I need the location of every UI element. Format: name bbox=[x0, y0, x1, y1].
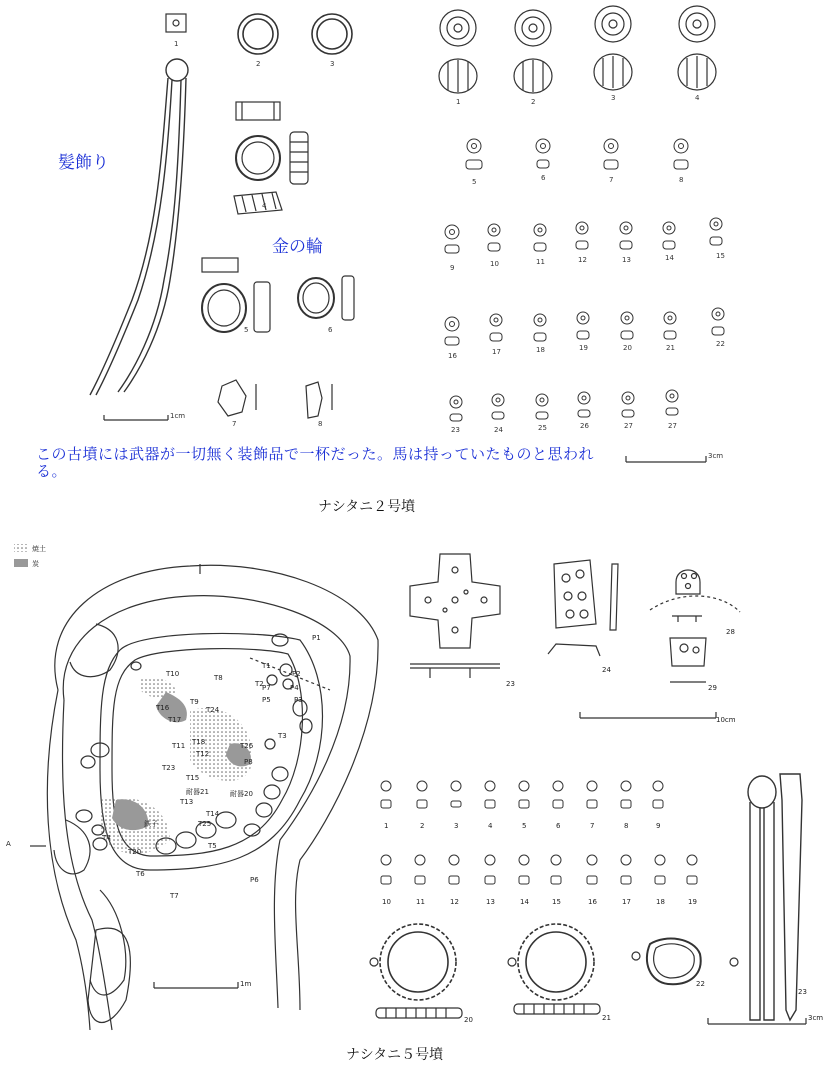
tomb2-bead-label: 1 bbox=[456, 98, 461, 106]
tomb2-bead-label: 14 bbox=[665, 254, 674, 262]
plan-label: P2 bbox=[292, 670, 301, 678]
bead-label: 17 bbox=[622, 898, 631, 906]
ring-label: 23 bbox=[798, 988, 807, 996]
bead-label: 18 bbox=[656, 898, 665, 906]
tomb5-scale-plan bbox=[154, 982, 238, 988]
tomb2-scale-left bbox=[104, 415, 168, 420]
bead-label: 1 bbox=[384, 822, 389, 830]
metal-label: 29 bbox=[708, 684, 717, 692]
plan-label: T8 bbox=[214, 674, 223, 682]
tomb2-scale-label: 3cm bbox=[708, 452, 724, 460]
tomb5-disc-fitting bbox=[650, 570, 740, 682]
tomb2-bead-label: 27 bbox=[668, 422, 677, 430]
plan-label: P5 bbox=[262, 696, 271, 704]
bead-label: 13 bbox=[486, 898, 495, 906]
tomb5-scale-label: 10cm bbox=[716, 716, 736, 724]
plan-label: P3 bbox=[294, 696, 303, 704]
ring-label: 21 bbox=[602, 1014, 611, 1022]
tomb2-item-8 bbox=[306, 382, 322, 418]
tomb5-plate-fitting bbox=[548, 560, 618, 656]
bead-label: 16 bbox=[588, 898, 597, 906]
tomb2-ring-6 bbox=[298, 276, 354, 320]
plan-label: T23 bbox=[162, 764, 176, 772]
tomb5-ring-22 bbox=[632, 939, 738, 985]
tomb2-bead-label: 2 bbox=[531, 98, 536, 106]
tomb2-bead-label: 15 bbox=[716, 252, 725, 260]
plan-label: T16 bbox=[156, 704, 170, 712]
bead-label: 3 bbox=[454, 822, 459, 830]
plan-label: T24 bbox=[206, 706, 220, 714]
tomb5-ring-21 bbox=[508, 924, 600, 1014]
tomb2-scale-right bbox=[626, 456, 706, 462]
tomb2-bead-label: 25 bbox=[538, 424, 547, 432]
tomb2-bead-label: 6 bbox=[541, 174, 546, 182]
plan-label: T10 bbox=[166, 670, 180, 678]
bead-label: 7 bbox=[590, 822, 595, 830]
tomb2-item-7 bbox=[218, 380, 246, 416]
plan-label: T26 bbox=[240, 742, 254, 750]
tomb5-scale-label: 3cm bbox=[808, 1014, 824, 1022]
bead-label: 5 bbox=[522, 822, 527, 830]
plan-label: T18 bbox=[192, 738, 206, 746]
plan-label: T14 bbox=[206, 810, 220, 818]
legend-label: 焼土 bbox=[32, 545, 46, 553]
metal-label: 23 bbox=[506, 680, 515, 688]
tomb5-hairpin bbox=[748, 774, 802, 1020]
tomb-note: この古墳には武器が一切無く装飾品で一杯だった。馬は持っていたものと思われる。 bbox=[36, 445, 595, 480]
tomb2-item-label: 3 bbox=[330, 60, 335, 68]
tomb2-rings bbox=[238, 14, 352, 54]
bead-label: 6 bbox=[556, 822, 561, 830]
tomb2-bead-label: 11 bbox=[536, 258, 545, 266]
plan-label: T12 bbox=[196, 750, 210, 758]
tomb5-plan bbox=[30, 564, 378, 1030]
plan-label: T7 bbox=[170, 892, 179, 900]
bead-label: 12 bbox=[450, 898, 459, 906]
tomb2-ring-5 bbox=[202, 258, 270, 332]
gold-ring-annotation: 金の輪 bbox=[272, 237, 323, 257]
tomb5-scale-metal bbox=[580, 712, 716, 718]
plan-label: T3 bbox=[278, 732, 287, 740]
tomb2-bead-label: 19 bbox=[579, 344, 588, 352]
plan-label: P6 bbox=[250, 876, 259, 884]
tomb2-gold-ring-4 bbox=[234, 102, 308, 214]
plan-label: T11 bbox=[172, 742, 186, 750]
plan-label: T17 bbox=[168, 716, 182, 724]
tomb2-bead-label: 7 bbox=[609, 176, 614, 184]
bead-label: 2 bbox=[420, 822, 425, 830]
tomb5-beads bbox=[381, 781, 697, 884]
tomb2-bead-label: 20 bbox=[623, 344, 632, 352]
tomb5-cross-fitting bbox=[410, 554, 500, 678]
tomb2-scale-label: 1cm bbox=[170, 412, 186, 420]
plan-label: T15 bbox=[186, 774, 200, 782]
tomb2-bead-label: 21 bbox=[666, 344, 675, 352]
plan-label: T9 bbox=[190, 698, 199, 706]
tomb2-bead-label: 24 bbox=[494, 426, 503, 434]
plan-label: P4 bbox=[290, 684, 299, 692]
legend-label: 炭 bbox=[32, 560, 39, 568]
tomb2-hairpin bbox=[90, 59, 188, 395]
tomb2-bead-label: 27 bbox=[624, 422, 633, 430]
tomb2-bead-label: 18 bbox=[536, 346, 545, 354]
bead-label: 8 bbox=[624, 822, 629, 830]
plan-label: T1 bbox=[262, 662, 271, 670]
plan-label: T25 bbox=[198, 820, 212, 828]
plan-label: 耐器20 bbox=[230, 790, 253, 798]
tomb2-bead-label: 10 bbox=[490, 260, 499, 268]
tomb2-bead-label: 3 bbox=[611, 94, 616, 102]
tomb2-bead-label: 5 bbox=[472, 178, 477, 186]
metal-label: 28 bbox=[726, 628, 735, 636]
bead-label: 14 bbox=[520, 898, 529, 906]
tomb2-item-label: 8 bbox=[318, 420, 323, 428]
bead-label: 19 bbox=[688, 898, 697, 906]
caption-tomb5: ナシタニ５号墳 bbox=[346, 1047, 444, 1063]
tomb2-large-beads bbox=[439, 6, 716, 93]
tomb5-drawings bbox=[0, 530, 830, 1042]
tomb2-bead-label: 4 bbox=[695, 94, 700, 102]
tomb2-item-label: 6 bbox=[328, 326, 333, 334]
tomb5-scale-label: 1m bbox=[240, 980, 252, 988]
plan-label: 鉄子 bbox=[144, 820, 158, 828]
tomb2-bead-label: 22 bbox=[716, 340, 725, 348]
tomb2-bead-label: 16 bbox=[448, 352, 457, 360]
plan-label: P8 bbox=[244, 758, 253, 766]
bead-label: 10 bbox=[382, 898, 391, 906]
plan-label: T13 bbox=[180, 798, 194, 806]
plan-label: P1 bbox=[312, 634, 321, 642]
tomb5-legend bbox=[14, 544, 28, 567]
bead-label: 9 bbox=[656, 822, 661, 830]
plan-label: T5 bbox=[208, 842, 217, 850]
tomb2-bead-label: 26 bbox=[580, 422, 589, 430]
tomb2-item-label: 7 bbox=[232, 420, 237, 428]
ring-label: 20 bbox=[464, 1016, 473, 1024]
tomb2-item-label: 4 bbox=[262, 202, 267, 210]
metal-label: 24 bbox=[602, 666, 611, 674]
tomb2-bead-label: 17 bbox=[492, 348, 501, 356]
plan-label: T4 bbox=[102, 834, 111, 842]
tomb2-item-label: 1 bbox=[174, 40, 179, 48]
tomb2-bead-label: 13 bbox=[622, 256, 631, 264]
tomb5-ring-20 bbox=[370, 924, 462, 1018]
plan-label: A bbox=[6, 840, 11, 848]
tomb2-item-cube bbox=[166, 14, 186, 32]
bead-label: 11 bbox=[416, 898, 425, 906]
plan-label: T6 bbox=[136, 870, 145, 878]
bead-label: 4 bbox=[488, 822, 493, 830]
plan-label: T2 bbox=[255, 680, 264, 688]
plan-label: P7 bbox=[262, 684, 271, 692]
tomb2-item-label: 5 bbox=[244, 326, 249, 334]
tomb2-bead-label: 8 bbox=[679, 176, 684, 184]
plan-label: 耐器21 bbox=[186, 788, 209, 796]
tomb2-artifact-drawings bbox=[0, 0, 830, 500]
tomb2-item-label: 2 bbox=[256, 60, 261, 68]
plan-label: T20 bbox=[128, 848, 142, 856]
bead-label: 15 bbox=[552, 898, 561, 906]
ring-label: 22 bbox=[696, 980, 705, 988]
tomb2-bead-label: 12 bbox=[578, 256, 587, 264]
tomb2-bead-label: 23 bbox=[451, 426, 460, 434]
hair-ornament-annotation: 髪飾り bbox=[58, 153, 109, 173]
tomb2-bead-label: 9 bbox=[450, 264, 455, 272]
caption-tomb2: ナシタニ２号墳 bbox=[318, 499, 416, 515]
